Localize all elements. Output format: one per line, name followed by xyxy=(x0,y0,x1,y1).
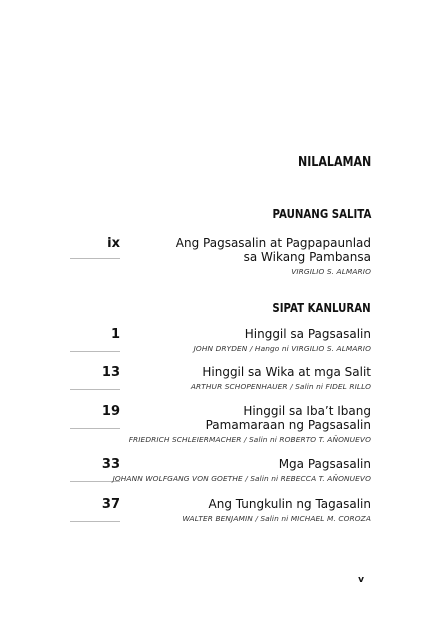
entry-title: Hinggil sa Pagsasalin xyxy=(244,327,371,341)
entry-credit: FRIEDRICH SCHLEIERMACHER / Salin ni ROBERTO T. AÑONUEVO xyxy=(128,435,371,444)
section-heading: SIPAT KANLURAN xyxy=(272,301,371,315)
section-heading: PAUNANG SALITA xyxy=(272,207,371,221)
entry-title: Ang Tungkulin ng Tagasalin xyxy=(208,497,371,511)
entry-credit: ARTHUR SCHOPENHAUER / Salin ni FIDEL RILLO xyxy=(190,382,371,391)
page-folio: v xyxy=(358,575,364,585)
page-title: NILALAMAN xyxy=(297,155,371,170)
entry-credit: JOHN DRYDEN / Hango ni VIRGILIO S. ALMARIO xyxy=(193,344,371,353)
page-number: 33 xyxy=(101,457,120,472)
divider xyxy=(70,258,120,259)
entry-credit: JOHANN WOLFGANG VON GOETHE / Salin ni REBECCA T. AÑONUEVO xyxy=(112,474,371,483)
page-number: 13 xyxy=(101,365,120,380)
divider xyxy=(70,428,120,429)
entry-credit: WALTER BENJAMIN / Salin ni MICHAEL M. COROZA xyxy=(182,514,371,523)
page-number: 1 xyxy=(110,327,120,342)
page-number: 19 xyxy=(101,404,120,419)
entry-title: Hinggil sa Iba’t Ibang Pamamaraan ng Pagsasalin xyxy=(205,404,371,432)
entry-credit: VIRGILIO S. ALMARIO xyxy=(291,267,371,276)
entry-title: Mga Pagsasalin xyxy=(278,457,371,471)
entry-title: Hinggil sa Wika at mga Salit xyxy=(202,365,371,379)
page-number: 37 xyxy=(101,497,120,512)
entry-title: Ang Pagsasalin at Pagpapaunlad sa Wikang Pambansa xyxy=(175,236,371,264)
page-number: ix xyxy=(107,236,120,251)
